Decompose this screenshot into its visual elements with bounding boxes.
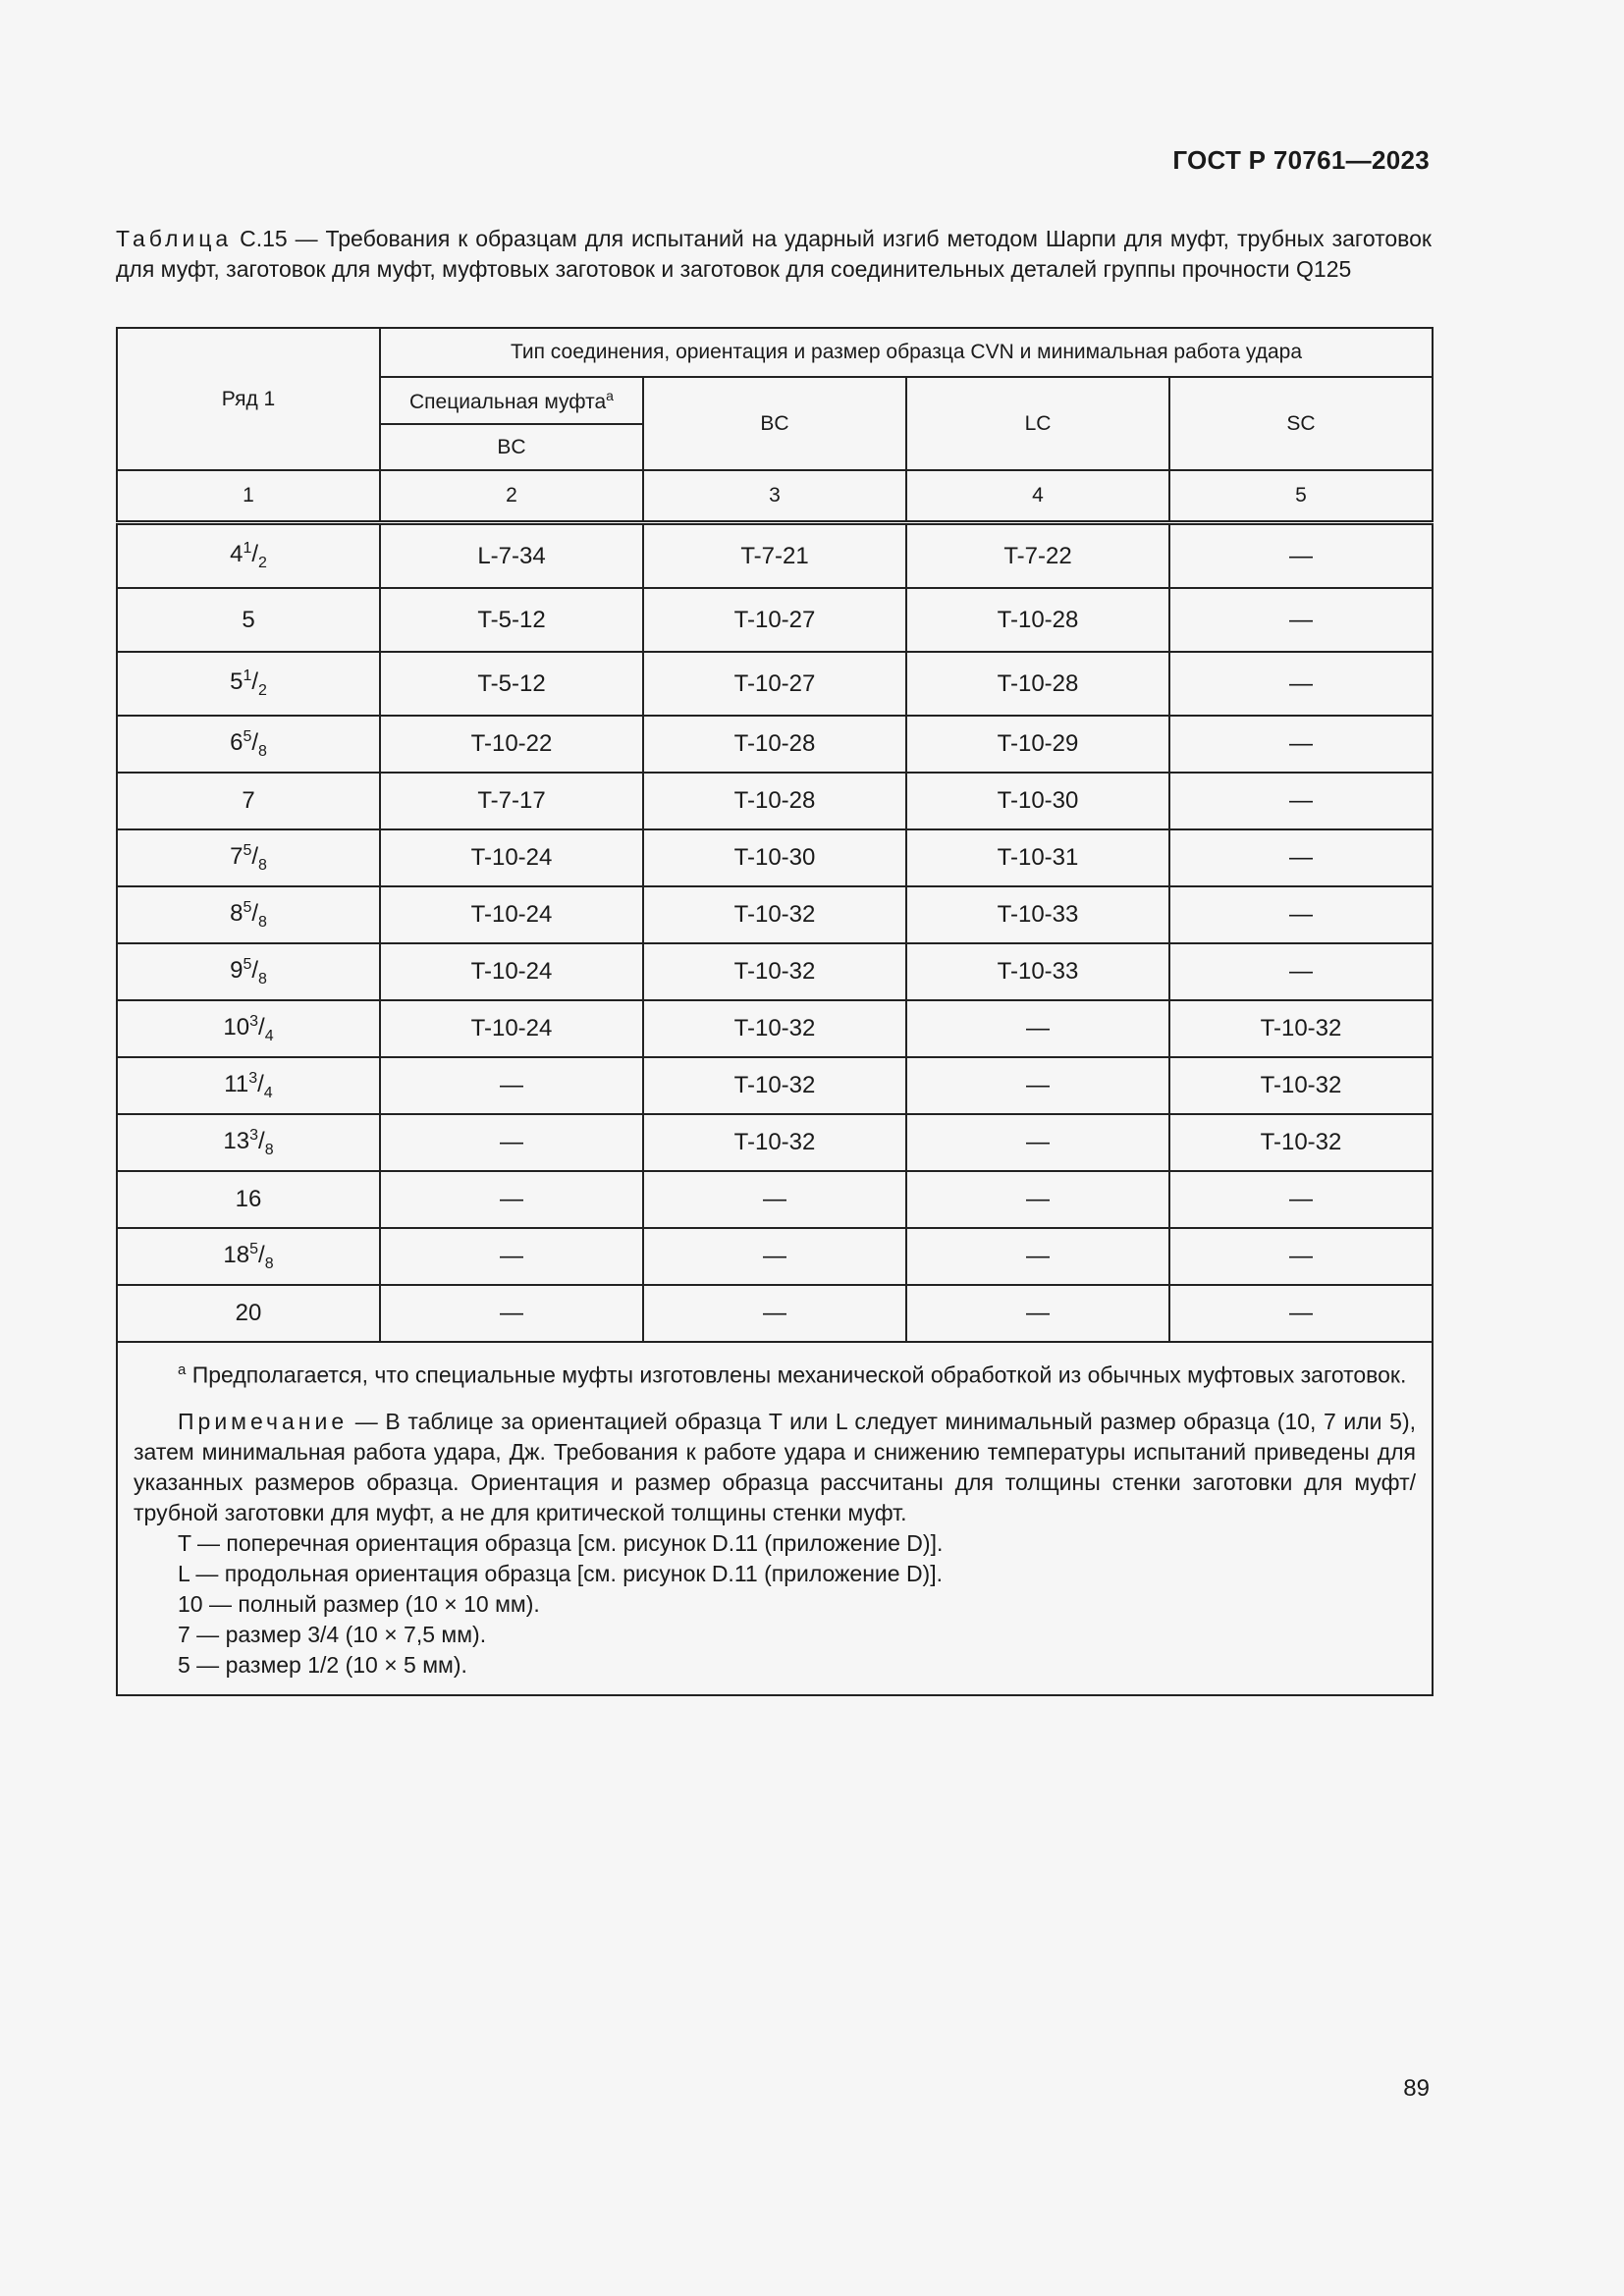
specimen-cell: T-10-32: [1169, 1000, 1433, 1057]
specimen-cell: —: [1169, 829, 1433, 886]
size-denominator: 4: [263, 1084, 273, 1101]
size-cell: [117, 773, 380, 829]
specimen-cell: —: [1169, 1171, 1433, 1228]
footnote-mark: a: [178, 1362, 187, 1378]
specimen-cell: T-5-12: [380, 588, 643, 652]
table-row: [117, 886, 1433, 943]
size-cell: $5^1/_2$: [117, 652, 380, 716]
size-whole: 7: [230, 842, 244, 870]
size-whole: 20: [235, 1300, 262, 1326]
size-denominator: 2: [258, 681, 267, 699]
specimen-cell: —: [1169, 773, 1433, 829]
table-row: [117, 523, 1433, 589]
table-row: [117, 943, 1433, 1000]
row-header: Ряд 1: [117, 328, 380, 470]
size-whole: 5: [242, 606, 255, 633]
specimen-cell: —: [1169, 716, 1433, 773]
specimen-cell: —: [380, 1171, 643, 1228]
caption-text: С.15 — Требования к образцам для испытаний на ударный изгиб методом Шарпи для муфт, трубных заготовок для муфт, заготовок для муфт, муфтовых заготовок и заготовок для соединительных деталей группы прочности Q125: [116, 226, 1432, 282]
specimen-cell: T-7-22: [906, 523, 1169, 589]
size-whole: 7: [242, 787, 255, 814]
specimen-cell: T-10-32: [643, 1114, 906, 1171]
specimen-cell: —: [643, 1228, 906, 1285]
table-row: [117, 1057, 1433, 1114]
size-denominator: 8: [264, 1141, 274, 1158]
specimen-cell: T-10-30: [906, 773, 1169, 829]
specimen-cell: T-5-12: [380, 652, 643, 716]
size-cell: $9^5/_8$: [117, 943, 380, 1000]
specimen-cell: T-10-32: [643, 886, 906, 943]
size-numerator: 1: [243, 540, 252, 558]
size-whole: 6: [230, 728, 244, 756]
specimen-cell: —: [1169, 1285, 1433, 1342]
note: [134, 1407, 1416, 1528]
col-header-sc: SC: [1169, 377, 1433, 470]
specimen-cell: T-10-28: [643, 773, 906, 829]
specimen-cell: —: [906, 1285, 1169, 1342]
legend-item: 10 — полный размер (10 × 10 мм).: [178, 1590, 540, 1617]
requirements-table: [116, 327, 1434, 1696]
size-denominator: 4: [264, 1027, 274, 1044]
specimen-cell: —: [906, 1171, 1169, 1228]
col-number: 3: [643, 470, 906, 523]
special-coupling-label: Специальная муфта: [409, 390, 607, 413]
table-row: [117, 1228, 1433, 1285]
legend-item: T — поперечная ориентация образца [см. рисунок D.11 (приложение D)].: [178, 1529, 944, 1556]
specimen-cell: T-10-29: [906, 716, 1169, 773]
size-cell: $6^5/_8$: [117, 716, 380, 773]
footnote: [134, 1355, 1416, 1391]
specimen-cell: T-10-32: [643, 1057, 906, 1114]
size-numerator: 3: [249, 1012, 259, 1030]
col-number: 4: [906, 470, 1169, 523]
table-row: [117, 1285, 1433, 1342]
special-coupling-sub-header: BC: [380, 424, 643, 470]
specimen-cell: L-7-34: [380, 523, 643, 589]
specimen-cell: T-10-32: [643, 943, 906, 1000]
specimen-cell: —: [380, 1285, 643, 1342]
specimen-cell: —: [906, 1228, 1169, 1285]
specimen-cell: —: [1169, 886, 1433, 943]
specimen-cell: T-10-28: [906, 588, 1169, 652]
specimen-cell: T-10-32: [1169, 1057, 1433, 1114]
specimen-cell: —: [380, 1114, 643, 1171]
size-cell: $8^5/_8$: [117, 886, 380, 943]
col-number: 5: [1169, 470, 1433, 523]
specimen-cell: T-10-28: [906, 652, 1169, 716]
size-numerator: 5: [243, 898, 252, 916]
size-denominator: 8: [258, 742, 267, 760]
specimen-cell: T-10-27: [643, 588, 906, 652]
size-whole: 11: [224, 1070, 249, 1097]
legend-item: 7 — размер 3/4 (10 × 7,5 мм).: [178, 1621, 487, 1647]
specimen-cell: —: [1169, 652, 1433, 716]
table-notes: [117, 1342, 1433, 1695]
table-row: [117, 588, 1433, 652]
size-cell: [117, 1285, 380, 1342]
size-numerator: 3: [248, 1069, 258, 1087]
specimen-cell: T-10-24: [380, 829, 643, 886]
size-whole: 13: [223, 1127, 250, 1154]
size-cell: $18^5/_8$: [117, 1228, 380, 1285]
table-caption: [116, 224, 1432, 285]
specimen-cell: T-10-33: [906, 943, 1169, 1000]
page-number: 89: [1403, 2075, 1430, 2102]
table-row: [117, 1000, 1433, 1057]
specimen-cell: T-10-28: [643, 716, 906, 773]
specimen-cell: —: [643, 1285, 906, 1342]
specimen-cell: T-10-30: [643, 829, 906, 886]
table-row: [117, 652, 1433, 716]
specimen-cell: —: [906, 1114, 1169, 1171]
specimen-cell: T-10-31: [906, 829, 1169, 886]
size-numerator: 5: [243, 955, 252, 973]
size-denominator: 8: [258, 970, 267, 988]
size-numerator: 5: [249, 1240, 259, 1257]
note-text: — В таблице за ориентацией образца T или L следует минимальный размер образца (10, 7 или 5), затем минимальная работа удара, Дж. Требования к работе удара и снижению температуры испытаний приведены для указанных размеров образца. Ориентация и размер образца рассчитаны для толщины стенки заготовки для муфт/трубной заготовки для муфт, а не для критической толщины стенки муфт.: [134, 1408, 1416, 1525]
table-row: [117, 829, 1433, 886]
size-cell: $4^1/_2$: [117, 523, 380, 589]
size-whole: 18: [223, 1241, 250, 1268]
table-row: [117, 1171, 1433, 1228]
size-numerator: 5: [243, 841, 252, 859]
size-denominator: 8: [258, 913, 267, 931]
special-coupling-header: [380, 377, 643, 424]
legend-item: L — продольная ориентация образца [см. рисунок D.11 (приложение D)].: [178, 1560, 944, 1586]
size-cell: [117, 1171, 380, 1228]
table-row: [117, 1114, 1433, 1171]
table-row: [117, 716, 1433, 773]
specimen-cell: T-10-22: [380, 716, 643, 773]
specimen-cell: —: [1169, 943, 1433, 1000]
group-header: Тип соединения, ориентация и размер образца CVN и минимальная работа удара: [380, 328, 1433, 377]
col-number: 2: [380, 470, 643, 523]
footnote-text: Предполагается, что специальные муфты изготовлены механической обработкой из обычных муфтовых заготовок.: [186, 1362, 1407, 1388]
specimen-cell: T-10-27: [643, 652, 906, 716]
specimen-cell: T-10-32: [643, 1000, 906, 1057]
document-id: ГОСТ Р 70761—2023: [1172, 145, 1430, 175]
specimen-cell: T-10-24: [380, 1000, 643, 1057]
size-cell: $13^3/_8$: [117, 1114, 380, 1171]
size-cell: $7^5/_8$: [117, 829, 380, 886]
specimen-cell: T-7-17: [380, 773, 643, 829]
specimen-cell: T-10-33: [906, 886, 1169, 943]
specimen-cell: —: [906, 1000, 1169, 1057]
size-numerator: 3: [249, 1126, 259, 1144]
size-whole: 10: [223, 1013, 250, 1041]
size-cell: [117, 588, 380, 652]
size-whole: 16: [235, 1186, 262, 1212]
special-coupling-footnote-mark: a: [606, 387, 614, 403]
size-cell: $11^3/_4$: [117, 1057, 380, 1114]
note-label: Примечание: [178, 1408, 349, 1434]
specimen-cell: T-7-21: [643, 523, 906, 589]
size-whole: 5: [230, 668, 244, 696]
size-numerator: 5: [243, 727, 252, 745]
legend-item: 5 — размер 1/2 (10 × 5 мм).: [178, 1651, 467, 1678]
col-header-lc: LC: [906, 377, 1169, 470]
specimen-cell: —: [643, 1171, 906, 1228]
specimen-cell: —: [1169, 588, 1433, 652]
specimen-cell: —: [1169, 1228, 1433, 1285]
specimen-cell: T-10-24: [380, 886, 643, 943]
table-row: [117, 773, 1433, 829]
col-number: 1: [117, 470, 380, 523]
specimen-cell: —: [1169, 523, 1433, 589]
size-numerator: 1: [243, 667, 252, 685]
size-denominator: 8: [258, 856, 267, 874]
specimen-cell: —: [906, 1057, 1169, 1114]
caption-label: Таблица: [116, 226, 233, 251]
size-denominator: 8: [264, 1255, 274, 1272]
specimen-cell: T-10-24: [380, 943, 643, 1000]
size-whole: 4: [230, 541, 244, 568]
specimen-cell: T-10-32: [1169, 1114, 1433, 1171]
specimen-cell: —: [380, 1228, 643, 1285]
size-whole: 8: [230, 899, 244, 927]
size-cell: $10^3/_4$: [117, 1000, 380, 1057]
size-denominator: 2: [258, 554, 267, 571]
specimen-cell: —: [380, 1057, 643, 1114]
col-header-bc: BC: [643, 377, 906, 470]
size-whole: 9: [230, 956, 244, 984]
